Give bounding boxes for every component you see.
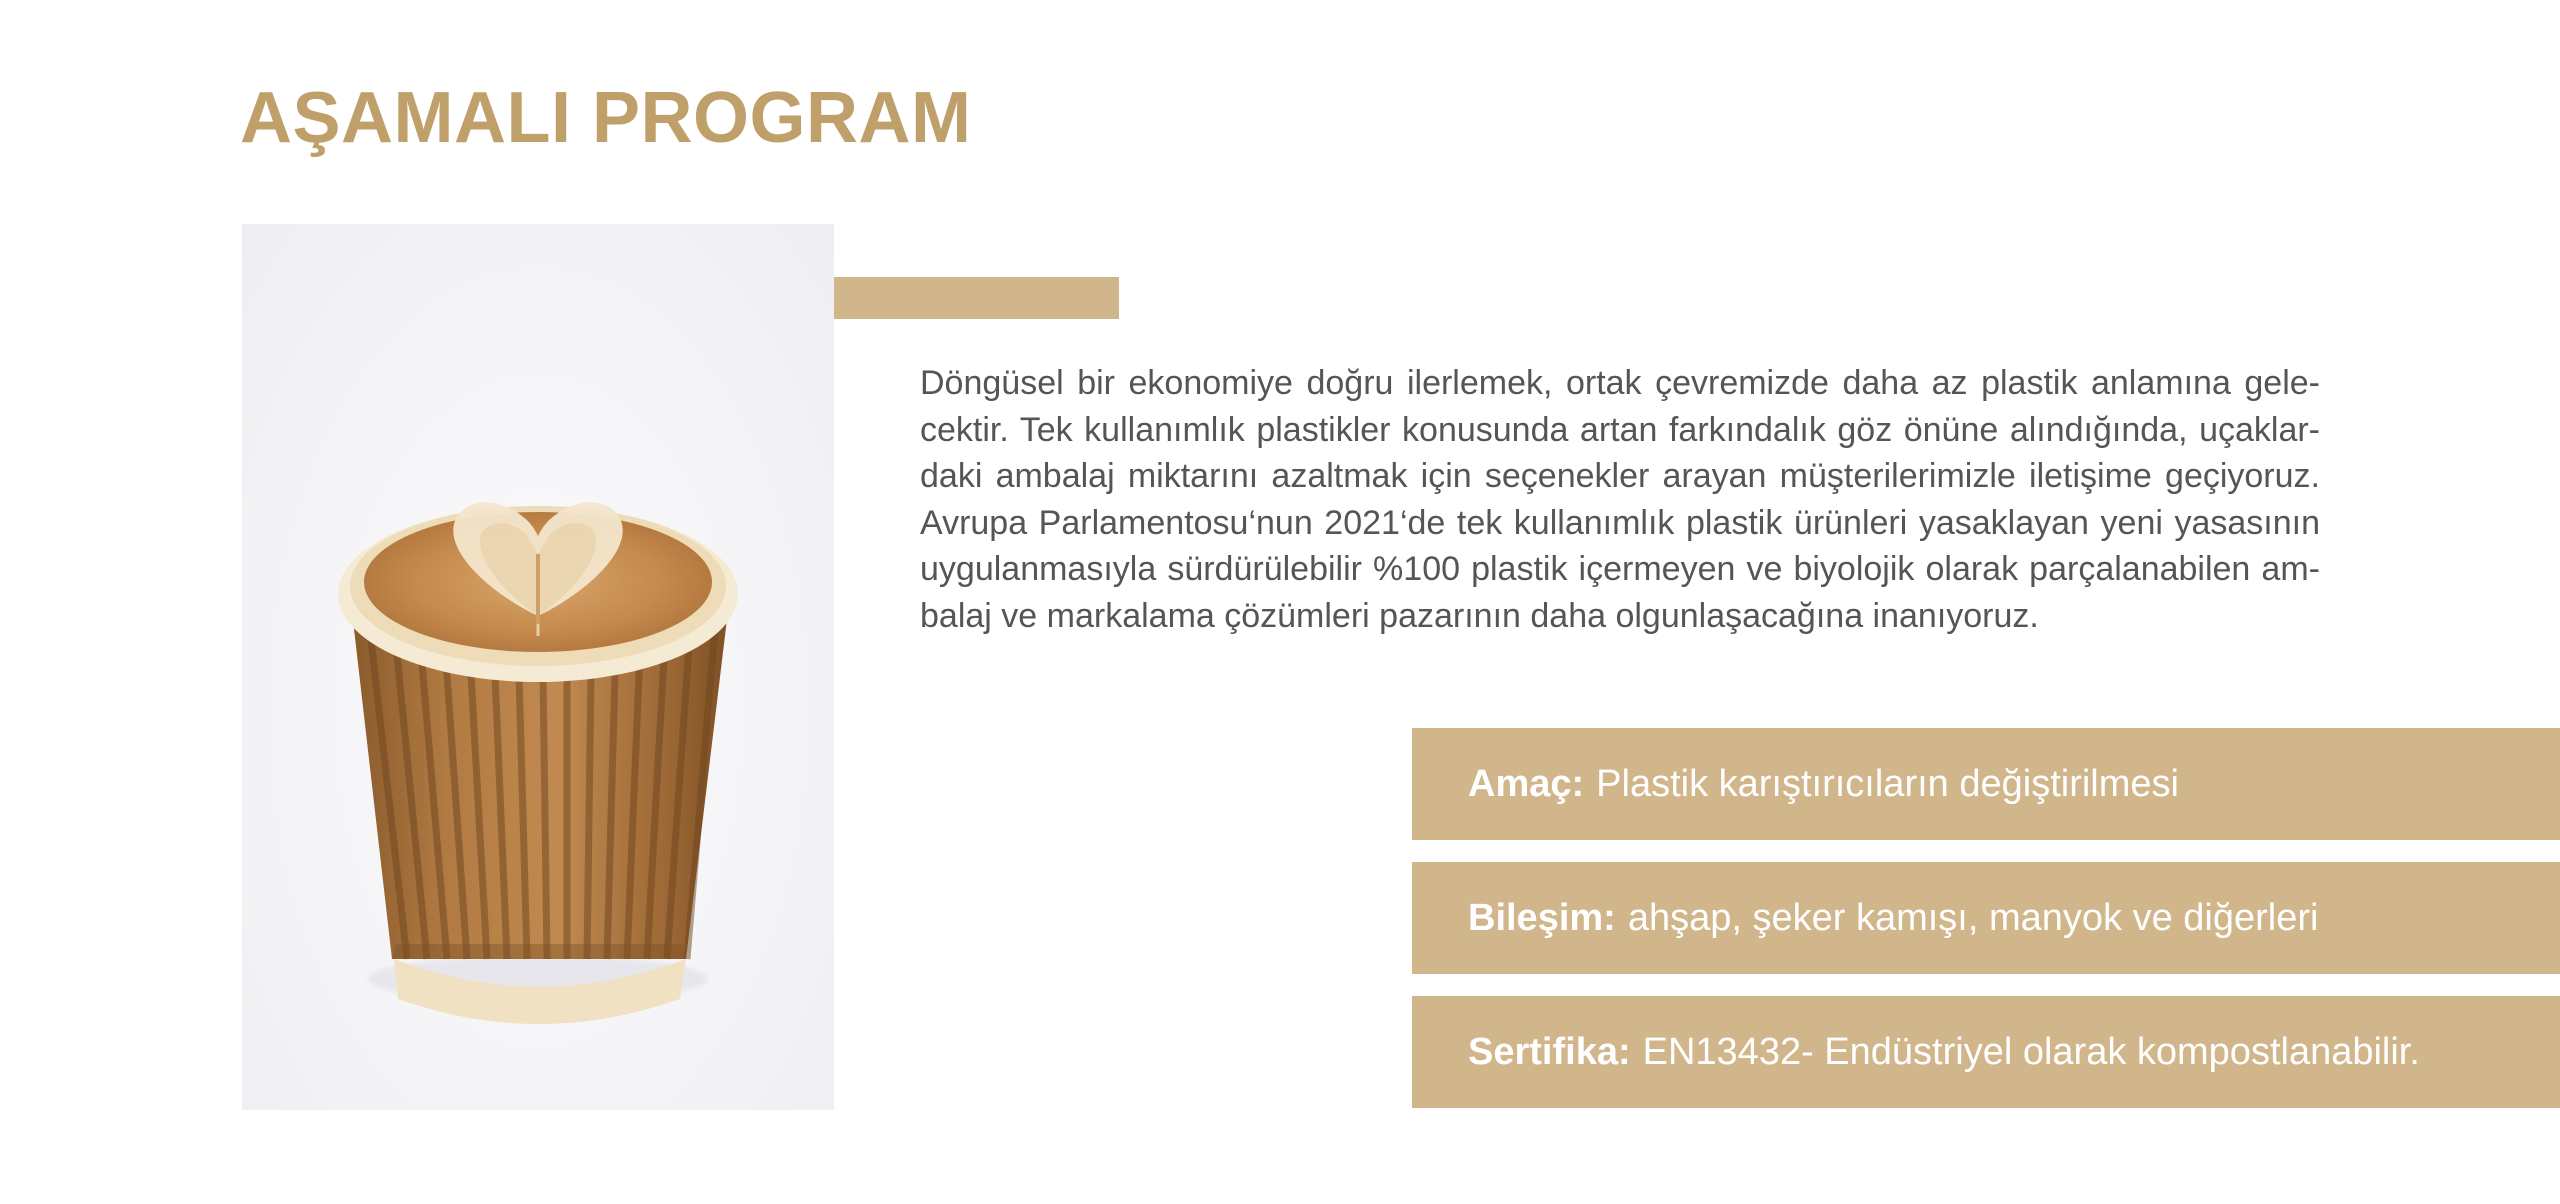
info-box-purpose xyxy=(1412,728,2560,840)
info-box-certificate xyxy=(1412,996,2560,1108)
accent-bar xyxy=(834,277,1119,319)
coffee-cup-illustration xyxy=(242,224,834,1110)
info-box-label: Amaç: xyxy=(1468,762,1585,805)
info-box-value: EN13432- Endüstriyel olarak kompostlanabilir. xyxy=(1642,1030,2420,1073)
body-paragraph: Döngüsel bir ekonomiye doğru ilerlemek, ortak çevremizde daha az plastik anlamına gelecektir. Tek kullanımlık plastikler konusunda artan farkındalık göz önüne alındığında, uçaklardaki ambalaj miktarını azaltmak için seçenekler arayan müşterilerimizle iletişime geçiyoruz. Avrupa Parlamentosu‘nun 2021‘de tek kullanımlık plastik ürünleri yasaklayan yeni yasasının uygulanmasıyla sürdürülebilir %100 plastik içermeyen ve biyolojik olarak parçalanabilen ambalaj ve markalama çözümleri pazarının daha olgunlaşacağına inanıyoruz. xyxy=(920,364,2320,635)
info-box-label: Sertifika: xyxy=(1468,1030,1631,1073)
info-box-composition xyxy=(1412,862,2560,974)
info-box-label: Bileşim: xyxy=(1468,896,1616,939)
page-title: AŞAMALI PROGRAM xyxy=(240,78,972,158)
coffee-cup-photo xyxy=(242,224,834,1110)
info-box-value: ahşap, şeker kamışı, manyok ve diğerleri xyxy=(1627,896,2319,939)
info-box-value: Plastik karıştırıcıların değiştirilmesi xyxy=(1596,762,2179,805)
